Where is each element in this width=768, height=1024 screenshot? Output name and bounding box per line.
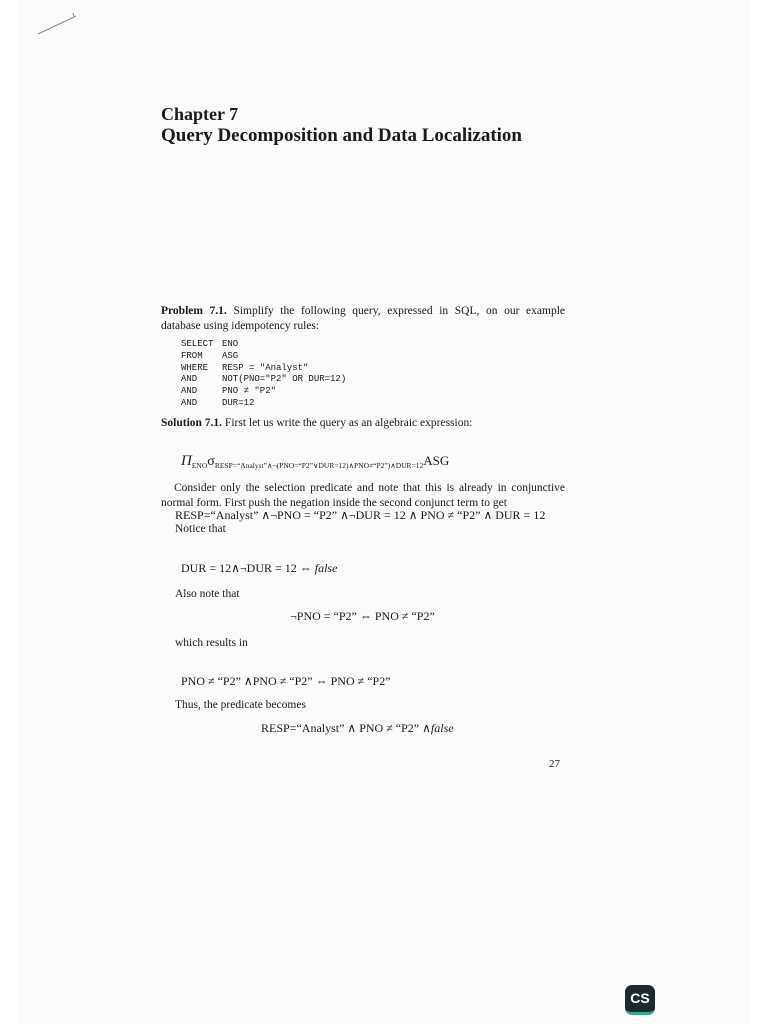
- solution-text: First let us write the query as an algebraic expression:: [224, 417, 473, 429]
- solution-heading: Solution 7.1.: [161, 417, 223, 429]
- sql-keyword: FROM: [181, 350, 203, 361]
- solution-paragraph: [161, 416, 472, 431]
- equation-negation-pushed: RESP=“Analyst” ∧¬PNO = “P2” ∧¬DUR = 12 ∧ PNO ≠ “P2” ∧ DUR = 12: [175, 508, 546, 522]
- sql-clause: PNO ≠ "P2": [222, 386, 277, 397]
- sql-line: [181, 398, 346, 410]
- selection-predicate: RESP=“Analyst”∧¬(PNO=“P2”∨DUR=12)∧PNO≠“P2”)∧DUR=12: [214, 461, 424, 470]
- sql-clause: DUR=12: [222, 397, 255, 408]
- sql-keyword: WHERE: [181, 362, 209, 373]
- equation-false: false: [430, 721, 454, 735]
- sql-line: [181, 363, 346, 375]
- problem-heading: Problem 7.1.: [161, 305, 227, 317]
- sql-clause: NOT(PNO="P2" OR DUR=12): [222, 374, 347, 385]
- sql-keyword: AND: [181, 397, 198, 408]
- sql-clause: ENO: [222, 339, 239, 349]
- chapter-label: Chapter 7: [161, 104, 239, 124]
- sql-line: [181, 339, 346, 351]
- equation-false: false: [314, 561, 338, 575]
- notice-text: Notice that: [175, 523, 226, 535]
- also-note-text: Also note that: [175, 588, 240, 600]
- sql-line: [181, 386, 346, 398]
- equation-negation-equivalence: ¬PNO = “P2” ⇔ PNO ≠ “P2”: [290, 609, 435, 623]
- equation-left: RESP=“Analyst” ∧ PNO ≠ “P2” ∧: [261, 721, 431, 735]
- chapter-title: Query Decomposition and Data Localization: [161, 125, 522, 146]
- sql-keyword: AND: [181, 386, 198, 397]
- problem-text: Simplify the following query, expressed in SQL, on our example database using idempotency rules:: [161, 305, 565, 332]
- equation-contradiction: [181, 561, 337, 576]
- algebraic-expression: [181, 453, 449, 470]
- which-results-text: which results in: [175, 637, 248, 649]
- equation-left: DUR = 12∧¬DUR = 12 ⇔: [181, 561, 312, 575]
- sql-line: [181, 351, 346, 363]
- selection-symbol: σ: [207, 454, 215, 469]
- thus-text: Thus, the predicate becomes: [175, 699, 306, 711]
- sql-clause: RESP = "Analyst": [222, 362, 309, 373]
- sql-keyword: AND: [181, 374, 198, 385]
- body-paragraph: Consider only the selection predicate and note that this is already in conjunctive normal form. First push the negation inside the second conjunct term to get: [161, 482, 565, 509]
- projection-symbol: Π: [181, 453, 192, 469]
- projection-attribute: ENO: [191, 461, 208, 470]
- relation-name: ASG: [423, 453, 450, 468]
- camscanner-logo: CS: [625, 985, 655, 1015]
- equation-idempotency: PNO ≠ “P2” ∧PNO ≠ “P2” ⇔ PNO ≠ “P2”: [181, 674, 391, 688]
- equation-final-predicate: [261, 721, 454, 736]
- page-number: 27: [549, 758, 560, 770]
- sql-line: [181, 374, 346, 386]
- sql-keyword: SELECT: [181, 339, 214, 349]
- sql-query-block: [181, 339, 346, 410]
- sql-clause: ASG: [222, 350, 239, 361]
- pen-mark: [36, 10, 80, 36]
- problem-paragraph: [161, 304, 565, 334]
